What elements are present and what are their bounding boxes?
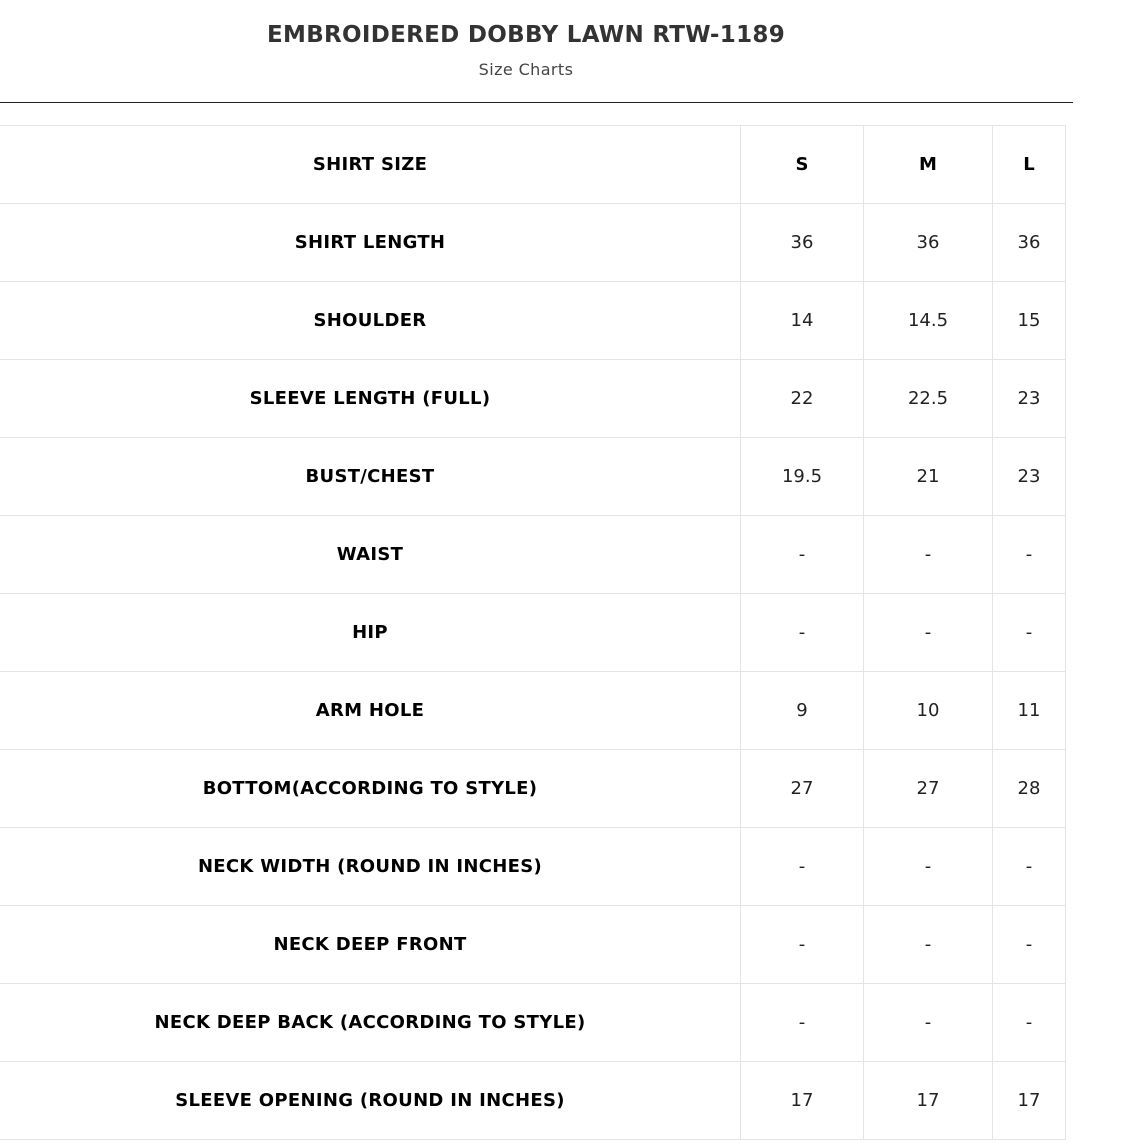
column-header-m: M [864, 126, 993, 204]
table-row [0, 516, 1066, 594]
table-row [0, 282, 1066, 360]
cell-s: 22 [741, 360, 864, 438]
cell-s: 19.5 [741, 438, 864, 516]
column-header-shirt-size: SHIRT SIZE [0, 126, 741, 204]
table-row [0, 438, 1066, 516]
cell-l: - [993, 594, 1066, 672]
table-row [0, 750, 1066, 828]
cell-l: - [993, 516, 1066, 594]
row-label: SHOULDER [0, 282, 741, 360]
table-row [0, 360, 1066, 438]
cell-m: 17 [864, 1062, 993, 1140]
cell-l: - [993, 828, 1066, 906]
table-row [0, 204, 1066, 282]
cell-m: 27 [864, 750, 993, 828]
product-title: EMBROIDERED DOBBY LAWN RTW-1189 [267, 22, 785, 48]
row-label: HIP [0, 594, 741, 672]
cell-s: 9 [741, 672, 864, 750]
row-label: BOTTOM(ACCORDING TO STYLE) [0, 750, 741, 828]
cell-m: 36 [864, 204, 993, 282]
cell-m: 21 [864, 438, 993, 516]
row-label: SHIRT LENGTH [0, 204, 741, 282]
cell-m: - [864, 984, 993, 1062]
row-label: SLEEVE LENGTH (FULL) [0, 360, 741, 438]
cell-l: 23 [993, 360, 1066, 438]
cell-m: 22.5 [864, 360, 993, 438]
cell-s: 17 [741, 1062, 864, 1140]
cell-s: - [741, 594, 864, 672]
row-label: NECK DEEP FRONT [0, 906, 741, 984]
cell-s: - [741, 828, 864, 906]
row-label: WAIST [0, 516, 741, 594]
cell-s: - [741, 516, 864, 594]
cell-m: - [864, 906, 993, 984]
cell-l: - [993, 984, 1066, 1062]
row-label: ARM HOLE [0, 672, 741, 750]
column-header-l: L [993, 126, 1066, 204]
row-label: NECK DEEP BACK (ACCORDING TO STYLE) [0, 984, 741, 1062]
cell-l: 36 [993, 204, 1066, 282]
cell-l: - [993, 906, 1066, 984]
table-row [0, 672, 1066, 750]
column-header-s: S [741, 126, 864, 204]
row-label: SLEEVE OPENING (ROUND IN INCHES) [0, 1062, 741, 1140]
cell-m: - [864, 516, 993, 594]
cell-m: - [864, 594, 993, 672]
cell-l: 17 [993, 1062, 1066, 1140]
size-charts-subtitle: Size Charts [478, 60, 574, 79]
cell-s: - [741, 906, 864, 984]
table-row [0, 594, 1066, 672]
header-divider [0, 102, 1073, 103]
cell-l: 28 [993, 750, 1066, 828]
cell-m: - [864, 828, 993, 906]
row-label: BUST/CHEST [0, 438, 741, 516]
table-row [0, 1062, 1066, 1140]
table-row [0, 984, 1066, 1062]
cell-l: 15 [993, 282, 1066, 360]
cell-s: 36 [741, 204, 864, 282]
table-row [0, 906, 1066, 984]
table-header-row [0, 126, 1066, 204]
cell-s: 14 [741, 282, 864, 360]
table-row [0, 828, 1066, 906]
cell-m: 10 [864, 672, 993, 750]
row-label: NECK WIDTH (ROUND IN INCHES) [0, 828, 741, 906]
cell-s: 27 [741, 750, 864, 828]
cell-m: 14.5 [864, 282, 993, 360]
size-chart-table [0, 125, 1066, 1140]
cell-l: 23 [993, 438, 1066, 516]
cell-l: 11 [993, 672, 1066, 750]
cell-s: - [741, 984, 864, 1062]
